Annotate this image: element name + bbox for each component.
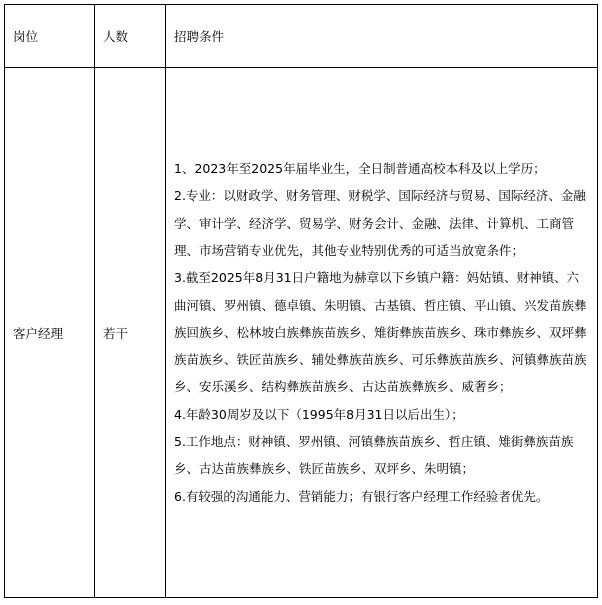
header-conditions: 招聘条件: [166, 5, 598, 68]
condition-graduation: 1、2023年至2025年届毕业生，全日制普通高校本科及以上学历；: [174, 161, 546, 177]
table-header-row: [5, 5, 598, 68]
condition-age: 4.年龄30周岁及以下（1995年8月31日以后出生）；: [174, 406, 464, 422]
table-row: [5, 68, 598, 598]
condition-work-location: 5.工作地点：财神镇、罗州镇、河镇彝族苗族乡、哲庄镇、雉街彝族苗族乡、古达苗族彝族乡、铁匠苗族乡、双坪乡、朱明镇；: [174, 434, 574, 477]
condition-major: 2.专业：以财政学、财务管理、财税学、国际经济与贸易、国际经济、金融学、审计学、经济学、贸易学、财务会计、金融、法律、计算机、工商管理、市场营销专业优先，其他专业特别优秀的可适当放宽条件；: [174, 188, 586, 258]
cell-count: 若干: [95, 68, 166, 598]
cell-conditions: [166, 68, 598, 598]
header-position: 岗位: [5, 5, 95, 68]
condition-ability: 6.有较强的沟通能力、营销能力；有银行客户经理工作经验者优先。: [174, 488, 549, 504]
conditions-list: [174, 149, 589, 516]
header-count: 人数: [95, 5, 166, 68]
cell-position: 客户经理: [5, 68, 95, 598]
recruitment-table: [4, 4, 598, 598]
condition-residence: 3.截至2025年8月31日户籍地为赫章以下乡镇户籍：妈姑镇、财神镇、六曲河镇、罗州镇、德卓镇、朱明镇、古基镇、哲庄镇、平山镇、兴发苗族彝族回族乡、松林坡白族彝族苗族乡、雉街彝族苗族乡、珠市彝族乡、双坪彝族苗族乡、铁匠苗族乡、辅处彝族苗族乡、可乐彝族苗族乡、河镇彝族苗族乡、安乐溪乡、结构彝族苗族乡、古达苗族彝族乡、威奢乡；: [174, 270, 587, 395]
